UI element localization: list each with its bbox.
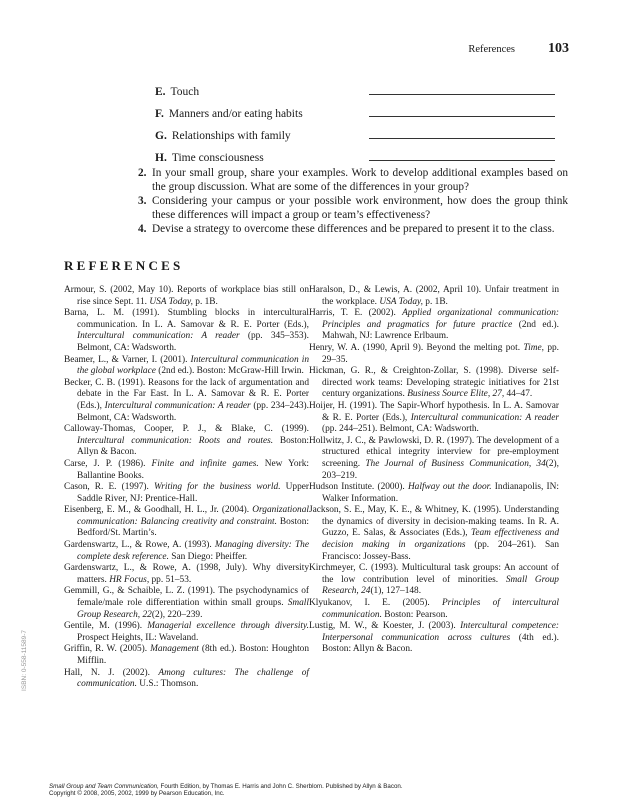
discussion-questions <box>138 166 568 236</box>
reference-entry: Eisenberg, E. M., & Goodhall, H. L., Jr. (2004). Organizational communication: Balancing creativity and constraint. Boston: Bedford/St. Martin’s. <box>64 505 309 539</box>
reference-entry: Harris, T. E. (2002). Applied organizational communication: Principles and pragmatics for future practice (2nd ed.). Mahwah, NJ: Lawrence Erlbaum. <box>309 308 560 342</box>
answer-blank-line <box>369 86 555 95</box>
page-number: 103 <box>548 41 569 56</box>
question-text: In your small group, share your examples. Work to develop additional examples based on the group discussion. What are some of the differences in your group? <box>152 167 568 194</box>
reference-entry: Hollwitz, J. C., & Pawlowski, D. R. (1997). The development of a structured ethical integrity interview for pre-employment screening. The Journal of Business Communication, 34(2), 203–219. <box>309 435 559 481</box>
fill-in-item <box>155 98 555 120</box>
answer-blank-line <box>369 130 555 139</box>
reference-entry: Haralson, D., & Lewis, A. (2002, April 10). Unfair treatment in the workplace. USA Today, p. 1B. <box>309 285 559 307</box>
reference-entry: Henry, W. A. (1990, April 9). Beyond the melting pot. Time, pp. 29–35. <box>309 342 560 365</box>
reference-entry: Barna, L. M. (1991). Stumbling blocks in intercultural communication. In L. A. Samovar & R. E. Porter (Eds.), Intercultural communication: A reader (pp. 345–353). Belmont, CA: Wadsworth. <box>64 308 309 353</box>
reference-entry: Hall, N. J. (2002). Among cultures: The challenge of communication. U.S.: Thomson. <box>64 667 309 690</box>
reference-entry: Gentile, M. (1996). Managerial excellence through diversity. Prospect Heights, IL: Waveland. <box>64 621 309 643</box>
question-number: 2. <box>138 167 147 179</box>
question-item <box>138 222 568 236</box>
reference-entry: Calloway-Thomas, Cooper, P. J., & Blake, C. (1999). Intercultural communication: Roots and routes. Boston: Allyn & Bacon. <box>64 424 309 458</box>
running-title: References <box>468 44 515 55</box>
item-letter: H. <box>155 152 167 164</box>
reference-entry: Hudson Institute. (2000). Halfway out the door. Indianapolis, IN: Walker Information. <box>309 482 559 504</box>
reference-entry: Carse, J. P. (1986). Finite and infinite games. New York: Ballantine Books. <box>64 458 309 481</box>
book-title: Small Group and Team Communication, <box>49 783 159 790</box>
question-text: Considering your campus or your possible work environment, how does the group think these differences will impact a group or team’s effectiveness? <box>152 195 568 222</box>
question-text: Devise a strategy to overcome these differences and be prepared to present it to the class. <box>152 223 555 236</box>
answer-blank-line <box>369 152 555 161</box>
reference-entry: Gardenswartz, L., & Rowe, A. (1993). Managing diversity: The complete desk reference. San Diego: Pheiffer. <box>64 540 309 562</box>
references-right-column <box>309 285 559 656</box>
reference-entry: Griffin, R. W. (2005). Management (8th ed.). Boston: Houghton Mifflin. <box>64 644 310 666</box>
question-number: 4. <box>138 223 147 236</box>
question-number: 3. <box>138 195 147 208</box>
question-item <box>138 166 568 194</box>
reference-entry: Cason, R. E. (1997). Writing for the business world. Upper Saddle River, NJ: Prentice-Hall. <box>64 482 309 504</box>
item-label: Relationships with family <box>171 130 291 142</box>
fill-in-item <box>155 76 555 98</box>
reference-entry: Gemmill, G., & Schaible, L. Z. (1991). The psychodynamics of female/male role differentiation within small groups. Small Group Research, 22(2), 220–239. <box>64 586 309 620</box>
reference-entry: Becker, C. B. (1991). Reasons for the lack of argumentation and debate in the Far East. In L. A. Samovar & R. E. Porter (Eds.), Intercultural communication: A reader (pp. 234–243). Belmont, CA: Wadsworth. <box>64 377 309 423</box>
reference-entry: Klyukanov, I. E. (2005). Principles of intercultural communication. Boston: Pearson. <box>309 598 559 620</box>
isbn-side-note: ISBN: 0-558-11589-7 <box>21 630 28 691</box>
item-letter: E. <box>155 86 166 98</box>
copyright-footer <box>49 783 403 798</box>
fill-in-item <box>155 120 555 142</box>
fill-in-item <box>155 142 555 164</box>
footer-line-2: Copyright © 2008, 2005, 2002, 1999 by Pearson Education, Inc. <box>49 790 225 798</box>
answer-blank-line <box>369 108 555 117</box>
item-label: Manners and/or eating habits <box>168 108 303 120</box>
footer-line-1: Small Group and Team Communication, Fourth Edition, by Thomas E. Harris and John C. Sherblom. Published by Allyn & Bacon. <box>49 783 403 790</box>
fill-in-list <box>155 76 555 164</box>
references-left-column <box>64 285 309 691</box>
question-item <box>138 194 568 222</box>
reference-entry: Beamer, L., & Varner, I. (2001). Intercultural communication in the global workplace (2nd ed.). Boston: McGraw-Hill Irwin. <box>64 354 309 377</box>
item-letter: G. <box>155 130 167 142</box>
reference-entry: Hoijer, H. (1991). The Sapir-Whorf hypothesis. In L. A. Samovar & R. E. Porter (Eds.), Intercultural communication: A reader (pp. 244–251). Belmont, CA: Wadsworth. <box>309 400 559 435</box>
item-letter: F. <box>155 108 164 120</box>
item-label: Time consciousness <box>171 152 264 164</box>
reference-entry: Gardenswartz, L., & Rowe, A. (1998, July). Why diversity matters. HR Focus, pp. 51–53. <box>64 563 309 585</box>
item-label: Touch <box>170 86 200 98</box>
reference-entry: Hickman, G. R., & Creighton-Zollar, S. (1998). Diverse self-directed work teams: Developing strategic initiatives for 21st century organizations. Business Source Elite, 27, 44–47. <box>309 366 559 400</box>
reference-entry: Kirchmeyer, C. (1993). Multicultural task groups: An account of the low contribution level of minorities. Small Group Research, 24(1), 127–148. <box>309 563 559 597</box>
reference-entry: Armour, S. (2002, May 10). Reports of workplace bias still on rise since Sept. 11. USA Today, p. 1B. <box>64 285 309 307</box>
reference-entry: Jackson, S. E., May, K. E., & Whitney, K. (1995). Understanding the dynamics of diversity in decision-making teams. In R. A. Guzzo, E. Salas, & Associates (Eds.), Team effectiveness and decision making in organizations (pp. 204–261). San Francisco: Jossey-Bass. <box>309 505 559 562</box>
reference-entry: Lustig, M. W., & Koester, J. (2003). Intercultural competence: Interpersonal communication across cultures (4th ed.). Boston: Allyn & Bacon. <box>309 621 560 655</box>
running-head <box>468 41 569 57</box>
references-heading: REFERENCES <box>64 258 184 273</box>
